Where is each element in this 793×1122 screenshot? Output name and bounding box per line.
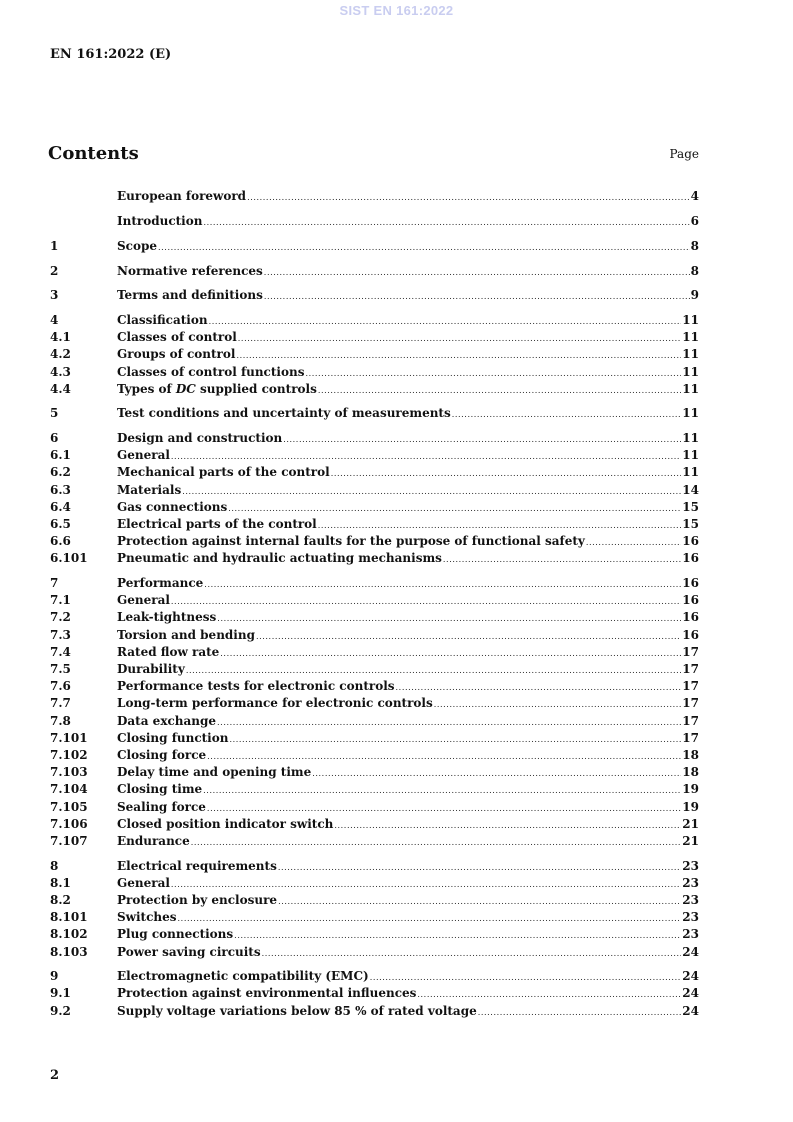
- toc-page-number: 15: [682, 499, 699, 514]
- toc-page-number: 23: [682, 892, 699, 907]
- toc-entry[interactable]: [50, 533, 699, 550]
- toc-entry[interactable]: [50, 575, 699, 592]
- toc-number: 7.102: [50, 747, 88, 762]
- toc-title: Materials: [117, 482, 182, 497]
- toc-number: 7.2: [50, 610, 71, 625]
- toc-page-number: 23: [682, 858, 699, 873]
- toc-leader-dots: [203, 214, 689, 231]
- toc-entry[interactable]: [50, 627, 699, 644]
- toc-number: 7.3: [50, 627, 71, 642]
- toc-entry[interactable]: [50, 909, 699, 926]
- toc-entry[interactable]: [50, 238, 699, 255]
- toc-entry[interactable]: [50, 447, 699, 464]
- toc-number: 8.101: [50, 910, 88, 925]
- toc-page-number: 23: [682, 875, 699, 890]
- toc-number: 4.2: [50, 347, 71, 362]
- toc-number: 9.1: [50, 986, 71, 1001]
- toc-title: Power saving circuits: [117, 944, 261, 959]
- toc-entry[interactable]: [50, 968, 699, 985]
- toc-leader-dots: [586, 534, 681, 551]
- toc-entry[interactable]: [50, 329, 699, 346]
- toc-number: 7.8: [50, 713, 71, 728]
- toc-number: 4.4: [50, 381, 71, 396]
- toc-number: 7.4: [50, 644, 71, 659]
- toc-page-number: 16: [682, 610, 699, 625]
- toc-entry[interactable]: [50, 287, 699, 304]
- toc-title: Switches: [117, 910, 177, 925]
- toc-page-number: 17: [682, 662, 699, 676]
- toc-entry[interactable]: [50, 747, 699, 764]
- toc-leader-dots: [236, 347, 681, 364]
- toc-leader-dots: [217, 714, 681, 731]
- toc-entry[interactable]: [50, 644, 699, 661]
- toc-entry[interactable]: [50, 550, 699, 567]
- toc-page-number: 6: [690, 214, 699, 229]
- toc-entry[interactable]: [50, 430, 699, 447]
- toc-title: Durability: [117, 662, 185, 676]
- toc-number: 7.107: [50, 833, 88, 848]
- toc-page-number: 15: [682, 517, 699, 531]
- toc-page-number: 19: [682, 799, 699, 814]
- toc-number: 7.104: [50, 782, 88, 797]
- toc-page-number: 17: [682, 713, 699, 728]
- toc-number: 7.106: [50, 816, 88, 831]
- toc-number: 7.1: [50, 593, 71, 608]
- toc-entry[interactable]: [50, 678, 699, 695]
- toc-leader-dots: [171, 448, 681, 465]
- toc-entry[interactable]: [50, 816, 699, 833]
- toc-page-number: 11: [682, 431, 699, 446]
- toc-number: 2: [50, 263, 59, 278]
- toc-entry[interactable]: [50, 695, 699, 712]
- toc-number: 6.6: [50, 534, 71, 549]
- toc-entry[interactable]: [50, 713, 699, 730]
- toc-title: Types of DC supplied controls: [117, 381, 317, 396]
- toc-leader-dots: [334, 817, 681, 834]
- toc-number: 9: [50, 969, 59, 984]
- toc-page-number: 4: [690, 189, 699, 203]
- toc-page-number: 14: [682, 482, 699, 497]
- toc-leader-dots: [158, 239, 690, 256]
- toc-title: Electrical requirements: [117, 858, 277, 873]
- toc-page-number: 17: [682, 730, 699, 745]
- toc-entry[interactable]: [50, 875, 699, 892]
- toc-leader-dots: [256, 628, 681, 645]
- toc-page-number: 17: [682, 679, 699, 694]
- toc-title: Closing function: [117, 730, 229, 745]
- toc-number: 7.5: [50, 662, 71, 676]
- toc-title: Groups of control: [117, 347, 236, 362]
- toc-title: Protection by enclosure: [117, 892, 278, 907]
- toc-number: 6.1: [50, 448, 71, 463]
- toc-leader-dots: [207, 748, 681, 765]
- toc-title: European foreword: [117, 189, 247, 203]
- toc-page-number: 16: [682, 593, 699, 608]
- toc-title: Closed position indicator switch: [117, 816, 334, 831]
- toc-number: 7.103: [50, 765, 88, 780]
- toc-page-number: 24: [682, 986, 699, 1001]
- toc-title: General: [117, 593, 170, 608]
- toc-entry[interactable]: [50, 985, 699, 1002]
- toc-number: 8: [50, 858, 59, 873]
- toc-title: Protection against internal faults for the purpose of functional safety: [117, 534, 585, 549]
- toc-leader-dots: [207, 800, 681, 817]
- toc-entry[interactable]: [50, 858, 699, 875]
- toc-number: 4.1: [50, 330, 71, 345]
- toc-number: 3: [50, 288, 59, 303]
- toc-title: Terms and definitions: [117, 288, 263, 303]
- toc-leader-dots: [220, 645, 681, 662]
- toc-title: Pneumatic and hydraulic actuating mechanisms: [117, 551, 442, 566]
- toc-leader-dots: [318, 517, 682, 534]
- toc-entry[interactable]: [50, 926, 699, 943]
- toc-entry[interactable]: [50, 482, 699, 499]
- toc-entry[interactable]: [50, 892, 699, 909]
- toc-entry[interactable]: [50, 346, 699, 363]
- toc-leader-dots: [396, 679, 682, 696]
- toc-entry[interactable]: [50, 263, 699, 280]
- toc-number: 7.101: [50, 730, 88, 745]
- toc-number: 4: [50, 312, 59, 327]
- toc-page-number: 21: [682, 833, 699, 848]
- toc-title: Introduction: [117, 214, 203, 229]
- toc-title: Performance: [117, 576, 204, 591]
- toc-leader-dots: [209, 313, 682, 330]
- toc-page-number: 16: [682, 534, 699, 549]
- toc-entry[interactable]: [50, 764, 699, 781]
- toc-page-number: 11: [682, 381, 699, 396]
- toc-page-number: 11: [682, 465, 699, 480]
- toc-leader-dots: [278, 893, 681, 910]
- toc-leader-dots: [234, 927, 681, 944]
- toc-title: Supply voltage variations below 85 % of rated voltage: [117, 1003, 477, 1018]
- toc-leader-dots: [331, 465, 682, 482]
- toc-page-number: 11: [682, 312, 699, 327]
- toc-title: General: [117, 448, 170, 463]
- table-of-contents: [50, 188, 699, 1020]
- toc-title: Long-term performance for electronic controls: [117, 696, 433, 711]
- toc-number: 8.2: [50, 892, 71, 907]
- page-column-label: Page: [669, 147, 699, 161]
- toc-page-number: 18: [682, 747, 699, 762]
- toc-page-number: 24: [682, 944, 699, 959]
- toc-leader-dots: [204, 576, 681, 593]
- toc-title: Leak-tightness: [117, 610, 217, 625]
- toc-leader-dots: [171, 876, 681, 893]
- toc-number: 7.7: [50, 696, 71, 711]
- toc-entry[interactable]: [50, 312, 699, 329]
- toc-page-number: 11: [682, 406, 699, 421]
- toc-number: 6.4: [50, 499, 71, 514]
- toc-entry[interactable]: [50, 661, 699, 678]
- toc-number: 6.5: [50, 517, 71, 531]
- toc-number: 4.3: [50, 364, 71, 379]
- toc-leader-dots: [305, 365, 681, 382]
- toc-entry[interactable]: [50, 188, 699, 205]
- toc-number: 8.1: [50, 875, 71, 890]
- toc-title: Rated flow rate: [117, 644, 220, 659]
- page-title: Contents: [48, 143, 139, 164]
- toc-page-number: 16: [682, 576, 699, 591]
- toc-page-number: 24: [682, 969, 699, 984]
- toc-title: Electrical parts of the control: [117, 517, 317, 531]
- document-id: EN 161:2022 (E): [50, 47, 172, 62]
- toc-leader-dots: [191, 834, 682, 851]
- toc-title: Test conditions and uncertainty of measurements: [117, 406, 451, 421]
- toc-number: 7: [50, 576, 59, 591]
- toc-number: 6.2: [50, 465, 71, 480]
- toc-page-number: 8: [690, 263, 699, 278]
- toc-leader-dots: [247, 189, 690, 206]
- toc-title: Classes of control functions: [117, 364, 305, 379]
- page-number: 2: [50, 1068, 60, 1083]
- toc-title: Mechanical parts of the control: [117, 465, 330, 480]
- toc-leader-dots: [283, 431, 681, 448]
- toc-title: Torsion and bending: [117, 627, 255, 642]
- toc-entry[interactable]: [50, 833, 699, 850]
- toc-title: Endurance: [117, 833, 190, 848]
- toc-leader-dots: [478, 1004, 682, 1021]
- toc-leader-dots: [312, 765, 681, 782]
- toc-title: Classes of control: [117, 330, 237, 345]
- toc-leader-dots: [171, 593, 681, 610]
- toc-entry[interactable]: [50, 381, 699, 398]
- toc-page-number: 17: [682, 696, 699, 711]
- toc-entry[interactable]: [50, 364, 699, 381]
- toc-leader-dots: [434, 696, 682, 713]
- toc-leader-dots: [278, 859, 681, 876]
- toc-page-number: 11: [682, 448, 699, 463]
- toc-page-number: 11: [682, 330, 699, 345]
- toc-leader-dots: [452, 406, 682, 423]
- toc-page-number: 16: [682, 551, 699, 566]
- toc-title: Protection against environmental influences: [117, 986, 417, 1001]
- toc-entry[interactable]: [50, 592, 699, 609]
- toc-entry[interactable]: [50, 516, 699, 533]
- toc-number: 6.101: [50, 551, 88, 566]
- toc-leader-dots: [443, 551, 681, 568]
- toc-number: 7.6: [50, 679, 71, 694]
- toc-entry[interactable]: [50, 609, 699, 626]
- watermark: SIST EN 161:2022: [339, 3, 454, 18]
- toc-number: 8.103: [50, 944, 88, 959]
- toc-page-number: 17: [682, 644, 699, 659]
- toc-leader-dots: [203, 782, 681, 799]
- toc-leader-dots: [217, 610, 681, 627]
- toc-leader-dots: [370, 969, 682, 986]
- toc-title: Plug connections: [117, 927, 234, 942]
- toc-title: Delay time and opening time: [117, 765, 312, 780]
- toc-page-number: 8: [690, 238, 699, 253]
- toc-entry[interactable]: [50, 405, 699, 422]
- toc-leader-dots: [318, 382, 681, 399]
- toc-number: 8.102: [50, 927, 88, 942]
- toc-number: 9.2: [50, 1003, 71, 1018]
- toc-title: Design and construction: [117, 431, 283, 446]
- toc-title: Closing time: [117, 782, 203, 797]
- toc-entry[interactable]: [50, 944, 699, 961]
- toc-leader-dots: [229, 731, 681, 748]
- toc-title: General: [117, 875, 170, 890]
- toc-title: Data exchange: [117, 713, 217, 728]
- toc-title: Closing force: [117, 747, 207, 762]
- toc-title: Sealing force: [117, 799, 206, 814]
- toc-entry[interactable]: [50, 781, 699, 798]
- toc-page-number: 18: [682, 765, 699, 780]
- toc-leader-dots: [228, 500, 681, 517]
- toc-page-number: 21: [682, 816, 699, 831]
- toc-number: 7.105: [50, 799, 88, 814]
- toc-entry[interactable]: [50, 1003, 699, 1020]
- toc-title: Classification: [117, 312, 208, 327]
- toc-title: Normative references: [117, 263, 263, 278]
- toc-leader-dots: [264, 288, 690, 305]
- toc-entry[interactable]: [50, 213, 699, 230]
- toc-entry[interactable]: [50, 799, 699, 816]
- toc-number: 6.3: [50, 482, 71, 497]
- toc-leader-dots: [417, 986, 681, 1003]
- toc-title: Gas connections: [117, 499, 228, 514]
- toc-title: Electromagnetic compatibility (EMC): [117, 969, 369, 984]
- toc-leader-dots: [238, 330, 682, 347]
- toc-leader-dots: [264, 264, 690, 281]
- toc-page-number: 23: [682, 910, 699, 925]
- toc-page-number: 11: [682, 347, 699, 362]
- toc-entry[interactable]: [50, 730, 699, 747]
- toc-title: Scope: [117, 238, 158, 253]
- toc-leader-dots: [178, 910, 682, 927]
- toc-page-number: 19: [682, 782, 699, 797]
- toc-number: 6: [50, 431, 59, 446]
- toc-page-number: 9: [690, 288, 699, 303]
- toc-leader-dots: [262, 945, 682, 962]
- toc-page-number: 11: [682, 364, 699, 379]
- toc-page-number: 16: [682, 627, 699, 642]
- toc-entry[interactable]: [50, 499, 699, 516]
- toc-leader-dots: [186, 662, 681, 679]
- toc-number: 5: [50, 406, 59, 421]
- toc-page-number: 24: [682, 1003, 699, 1018]
- toc-page-number: 23: [682, 927, 699, 942]
- toc-title: Performance tests for electronic controls: [117, 679, 395, 694]
- toc-leader-dots: [182, 483, 681, 500]
- toc-number: 1: [50, 238, 59, 253]
- toc-entry[interactable]: [50, 464, 699, 481]
